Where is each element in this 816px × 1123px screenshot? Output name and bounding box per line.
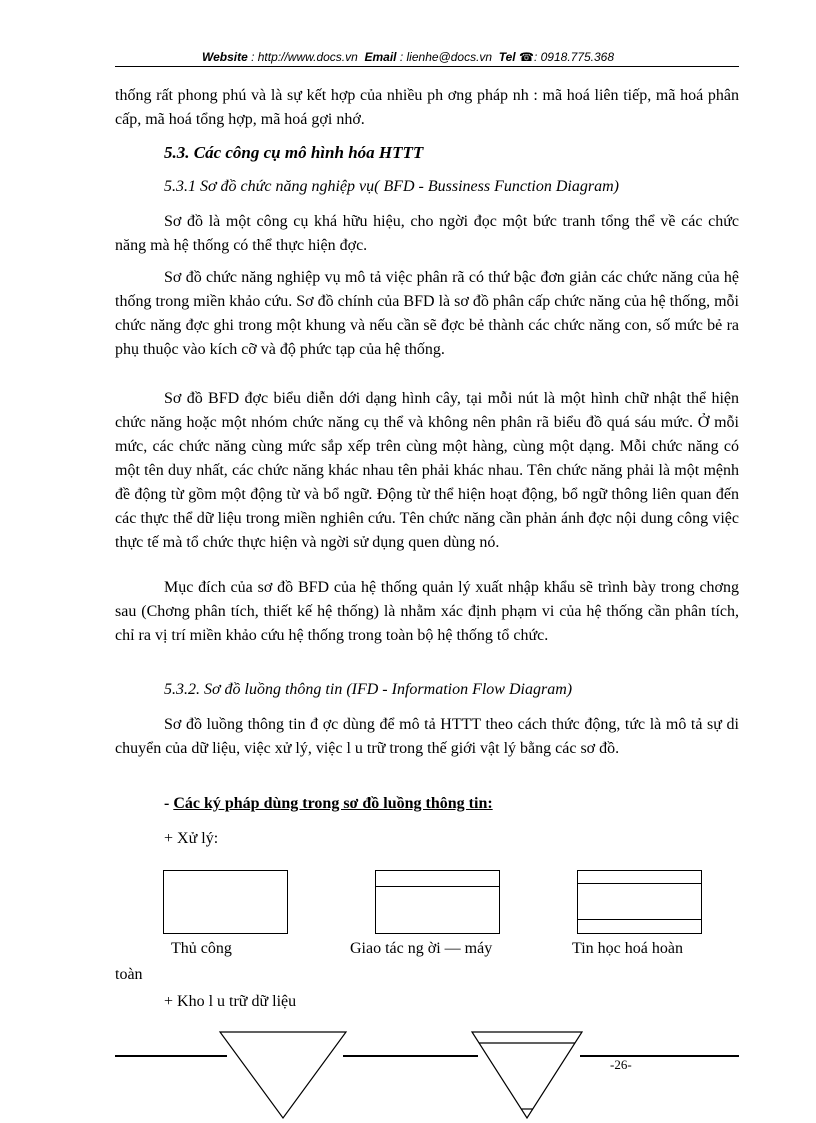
process-interactive-label: Giao tác ng ời — máy	[350, 940, 493, 957]
process-computer-divider-top	[578, 883, 701, 884]
process-computer-divider-bottom	[578, 919, 701, 920]
para-bfd-2: Sơ đồ chức năng nghiệp vụ mô tả việc phân rã có thứ bậc đơn giản các chức năng của hệ thống trong miền khảo cứu. Sơ đồ chính của BFD là sơ đồ phân cấp chức năng của hệ thống, mỗi chức năng đợc ghi trong một khung và nếu cần sẽ đợc bẻ thành các chức năng con, số mức bẻ ra phụ thuộc vào kích cỡ và độ phức tạp của hệ thống.	[115, 269, 739, 358]
notation-legend-title	[164, 795, 493, 813]
storage-label: + Kho l u trữ dữ liệu	[164, 993, 297, 1010]
para-ifd-1: Sơ đồ luồng thông tin đ ợc dùng để mô tả HTTT theo cách thức động, tức là mô tả sự di chuyển của dữ liệu, việc xử lý, việc l u trữ trong thế giới vật lý bằng các sơ đồ.	[115, 716, 739, 757]
tel-label: Tel	[498, 50, 516, 64]
bfd-para-2-block	[115, 266, 739, 362]
storage-computer-triangle	[472, 1032, 582, 1118]
process-computer-label: Tin học hoá hoàn	[572, 940, 683, 957]
para-bfd-3: Sơ đồ BFD đợc biểu diễn dới dạng hình cây, tại mỗi nút là một hình chữ nhật thể hiện chức năng hoặc một nhóm chức năng cụ thể và không nên phân rã biểu đồ quá sáu mức. Ở mỗi mức, các chức năng cùng mức sắp xếp trên cùng một hàng, cùng một dạng. Mỗi chức năng có một tên duy nhất, các chức năng khác nhau tên phải khác nhau. Tên chức năng phải là một mệnh đề động từ gồm một động từ và bổ ngữ. Động từ thể hiện hoạt động, bổ ngữ thông liên quan đến các thực thể dữ liệu trong miền nghiên cứu. Tên chức năng cần phản ánh đợc nội dung công việc thực tế mà tổ chức thực hiện và ngời sử dụng quen dùng nó.	[115, 390, 739, 551]
process-manual-symbol	[163, 870, 288, 934]
intro-block	[115, 84, 739, 132]
process-computer-label-wrap: toàn	[115, 966, 143, 983]
storage-computer-symbol	[470, 1030, 584, 1120]
para-intro: thống rất phong phú và là sự kết hợp của nhiều ph ơng pháp nh : mã hoá liên tiếp, mã hoá phân cấp, mã hoá tổng hợp, mã hoá gợi nhớ.	[115, 87, 739, 128]
header-rule	[115, 66, 739, 67]
phone-icon: ☎	[519, 50, 534, 64]
para-bfd-1: Sơ đồ là một công cụ khá hữu hiệu, cho ngời đọc một bức tranh tổng thể về các chức năng mà hệ thống có thể thực hiện đợc.	[115, 213, 739, 254]
footer-rule-right	[580, 1055, 739, 1057]
bfd-para-3-block	[115, 387, 739, 555]
bfd-para-1-block	[115, 210, 739, 258]
ifd-para-1-block	[115, 713, 739, 761]
section-heading-5-3: 5.3. Các công cụ mô hình hóa HTTT	[164, 143, 424, 162]
footer-rule-middle	[343, 1055, 478, 1057]
section-heading-5-3-1: 5.3.1 Sơ đồ chức năng nghiệp vụ( BFD - Bussiness Function Diagram)	[164, 178, 619, 195]
process-interactive-divider	[376, 886, 499, 887]
process-interactive-symbol	[375, 870, 500, 934]
storage-manual-symbol	[218, 1030, 348, 1120]
email-label: Email	[364, 50, 397, 64]
storage-manual-triangle	[220, 1032, 346, 1118]
footer-rule-left	[115, 1055, 227, 1057]
legend-title-text: Các ký pháp dùng trong sơ đồ luồng thông tin:	[173, 795, 493, 812]
section-heading-5-3-2: 5.3.2. Sơ đồ luồng thông tin (IFD - Information Flow Diagram)	[164, 681, 573, 698]
website-value[interactable]: : http://www.docs.vn	[251, 50, 358, 64]
email-value[interactable]: : lienhe@docs.vn	[399, 50, 493, 64]
process-label: + Xử lý:	[164, 830, 219, 847]
bfd-para-4-block	[115, 576, 739, 648]
process-computer-symbol	[577, 870, 702, 934]
para-bfd-4: Mục đích của sơ đồ BFD của hệ thống quản lý xuất nhập khẩu sẽ trình bày trong chơng sau (Chơng phân tích, thiết kế hệ thống) là nhằm xác định phạm vi của hệ thống cần phân tích, chỉ ra vị trí miền khảo cứu hệ thống trong toàn bộ hệ thống tổ chức.	[115, 579, 739, 644]
page-number: -26-	[610, 1057, 632, 1072]
legend-dash: -	[164, 795, 174, 812]
tel-value: : 0918.775.368	[533, 50, 615, 64]
process-manual-label: Thủ công	[171, 940, 232, 957]
page-header	[0, 50, 816, 64]
website-label: Website	[201, 50, 248, 64]
